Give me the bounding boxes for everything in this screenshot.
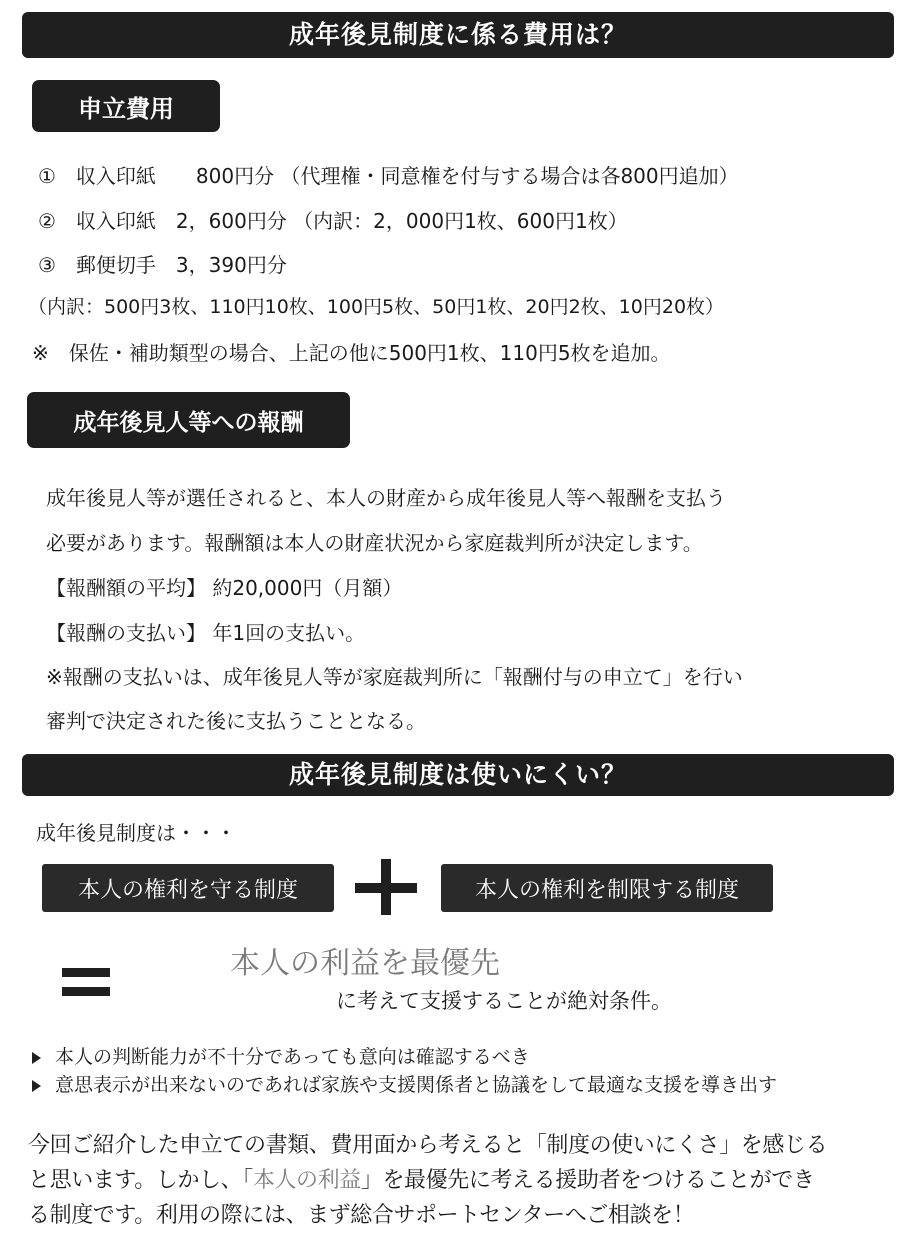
usability-intro: 成年後見制度は・・・ xyxy=(36,821,236,845)
bullet-text: 意思表示が出来ないのであれば家族や支援関係者と協議をして最適な支援を導き出す xyxy=(55,1074,778,1096)
fee-item: ① 収入印紙 800円分 （代理権・同意権を付与する場合は各800円追加） xyxy=(38,164,739,188)
costs-title-bar xyxy=(22,12,894,58)
application-fee-tag xyxy=(32,80,220,132)
protect-rights-label: 本人の権利を守る制度 xyxy=(77,877,298,903)
restrict-rights-box xyxy=(441,864,773,912)
fee-text-line: 必要があります。報酬額は本人の財産状況から家庭裁判所が決定します。 xyxy=(46,531,703,555)
fee-item: ※ 保佐・補助類型の場合、上記の他に500円1枚、110円5枚を追加。 xyxy=(32,341,671,365)
usability-title: 成年後見制度は使いにくい？ xyxy=(288,760,627,789)
closing-line xyxy=(28,1163,814,1194)
result-main: 本人の利益を最優先 xyxy=(230,946,500,981)
plus-icon xyxy=(355,859,417,915)
costs-title: 成年後見制度に係る費用は？ xyxy=(288,20,627,49)
triangle-bullet-icon xyxy=(32,1080,41,1092)
protect-rights-box xyxy=(42,864,334,912)
closing-text: と思います。しかし、「 xyxy=(28,1168,253,1193)
fee-text-line: 成年後見人等が選任されると、本人の財産から成年後見人等へ報酬を支払う xyxy=(46,486,726,510)
list-item xyxy=(32,1042,530,1069)
guardian-fee-tag xyxy=(27,392,350,448)
highlight-text: 本人の利益 xyxy=(252,1168,361,1193)
fee-item: ③ 郵便切手 3，390円分 xyxy=(38,253,287,277)
fee-text-line: 【報酬額の平均】 約20,000円（月額） xyxy=(46,576,403,600)
restrict-rights-label: 本人の権利を制限する制度 xyxy=(474,877,739,903)
guardian-fee-label: 成年後見人等への報酬 xyxy=(73,409,304,436)
fee-item: ② 収入印紙 2，600円分 （内訳：2，000円1枚、600円1枚） xyxy=(38,209,628,233)
fee-item: （内訳：500円3枚、110円10枚、100円5枚、50円1枚、20円2枚、10円20枚） xyxy=(28,296,725,318)
closing-line: 今回ご紹介した申立ての書類、費用面から考えると「制度の使いにくさ」を感じる xyxy=(28,1133,828,1158)
fee-text-line: ※報酬の支払いは、成年後見人等が家庭裁判所に「報酬付与の申立て」を行い xyxy=(46,665,743,689)
closing-line: る制度です。利用の際には、まず総合サポートセンターへご相談を！ xyxy=(28,1203,695,1228)
fee-text-line: 審判で決定された後に支払うこととなる。 xyxy=(46,709,426,733)
equals-icon xyxy=(62,968,110,996)
usability-title-bar xyxy=(22,754,894,796)
result-sub: に考えて支援することが絶対条件。 xyxy=(336,989,672,1013)
closing-text: 」を最優先に考える援助者をつけることができ xyxy=(360,1168,815,1193)
triangle-bullet-icon xyxy=(32,1052,41,1064)
list-item xyxy=(32,1070,777,1097)
application-fee-label: 申立費用 xyxy=(78,94,174,123)
fee-text-line: 【報酬の支払い】 年1回の支払い。 xyxy=(46,621,366,645)
bullet-text: 本人の判断能力が不十分であっても意向は確認するべき xyxy=(55,1046,530,1068)
